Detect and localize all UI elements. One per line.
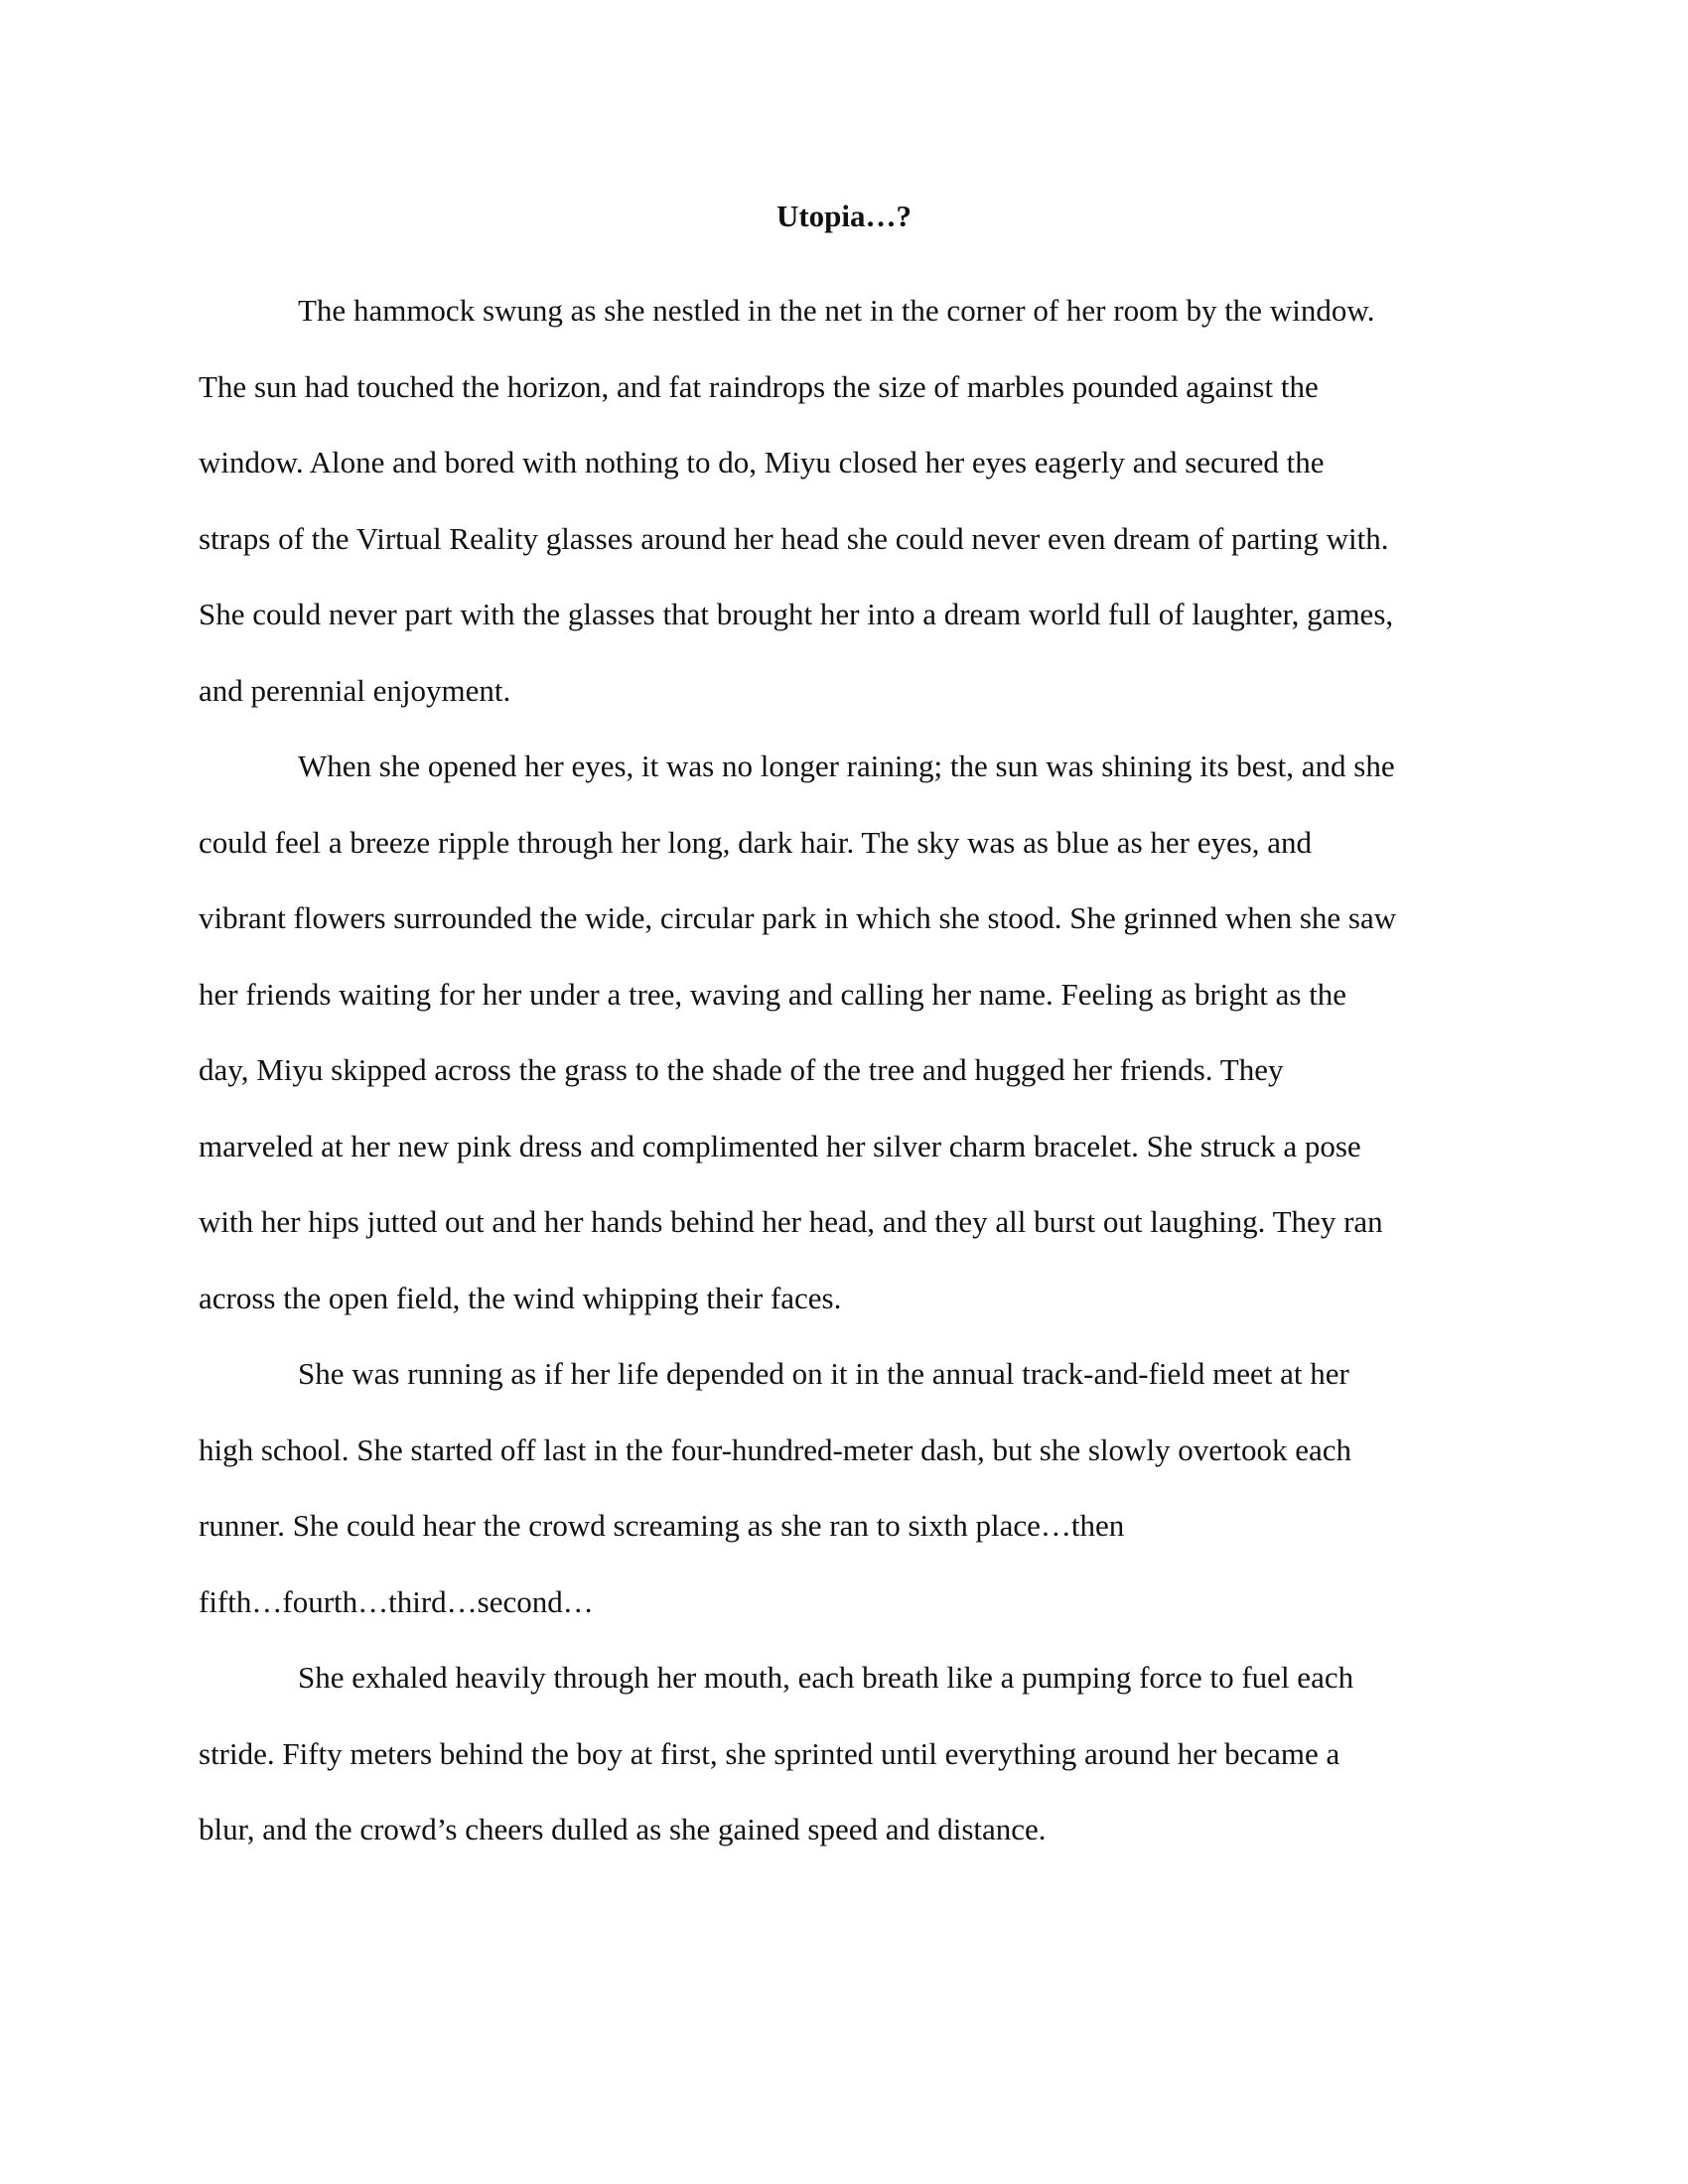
paragraph-4-line-1: She exhaled heavily through her mouth, each breath like a pumping force to fuel each	[298, 1660, 1354, 1695]
paragraph-3-line-2: high school. She started off last in the four-hundred-meter dash, but she slowly overtook each	[199, 1432, 1352, 1467]
paragraph-4-line-2: stride. Fifty meters behind the boy at first, she sprinted until everything around her became a	[199, 1735, 1340, 1771]
paragraph-4-line-3: blur, and the crowd’s cheers dulled as she gained speed and distance.	[199, 1812, 1047, 1846]
paragraph-1-line-1: The hammock swung as she nestled in the net in the corner of her room by the window.	[298, 293, 1375, 328]
paragraph-3-line-4: fifth…fourth…third…second…	[199, 1583, 594, 1619]
paragraph-3-line-3: runner. She could hear the crowd screaming as she ran to sixth place…then	[199, 1508, 1125, 1543]
paragraph-1-line-2: The sun had touched the horizon, and fat raindrops the size of marbles pounded against the	[199, 368, 1319, 404]
paragraph-1-line-5: She could never part with the glasses that brought her into a dream world full of laughter, games,	[199, 597, 1394, 631]
paragraph-2-line-4: her friends waiting for her under a tree, waving and calling her name. Feeling as bright as the	[199, 976, 1347, 1012]
document-title: Utopia…?	[775, 199, 913, 233]
paragraph-1-line-4: straps of the Virtual Reality glasses around her head she could never even dream of parting with.	[199, 520, 1389, 556]
paragraph-2-line-1: When she opened her eyes, it was no longer raining; the sun was shining its best, and she	[298, 749, 1395, 783]
paragraph-2-line-3: vibrant flowers surrounded the wide, circular park in which she stood. She grinned when she saw	[199, 900, 1397, 935]
paragraph-2-line-5: day, Miyu skipped across the grass to the shade of the tree and hugged her friends. They	[199, 1052, 1284, 1087]
paragraph-1-line-3: window. Alone and bored with nothing to do, Miyu closed her eyes eagerly and secured the	[199, 445, 1325, 479]
paragraph-2-line-8: across the open field, the wind whipping their faces.	[199, 1280, 842, 1315]
paragraph-3-line-1: She was running as if her life depended on it in the annual track-and-field meet at her	[298, 1356, 1349, 1391]
paragraph-1-line-6: and perennial enjoyment.	[199, 672, 511, 708]
paragraph-2-line-7: with her hips jutted out and her hands behind her head, and they all burst out laughing. They ran	[199, 1204, 1383, 1239]
story-body	[199, 273, 1489, 1868]
paragraph-2-line-2: could feel a breeze ripple through her long, dark hair. The sky was as blue as her eyes, and	[199, 824, 1313, 860]
paragraph-2-line-6: marveled at her new pink dress and complimented her silver charm bracelet. She struck a pose	[199, 1128, 1361, 1163]
